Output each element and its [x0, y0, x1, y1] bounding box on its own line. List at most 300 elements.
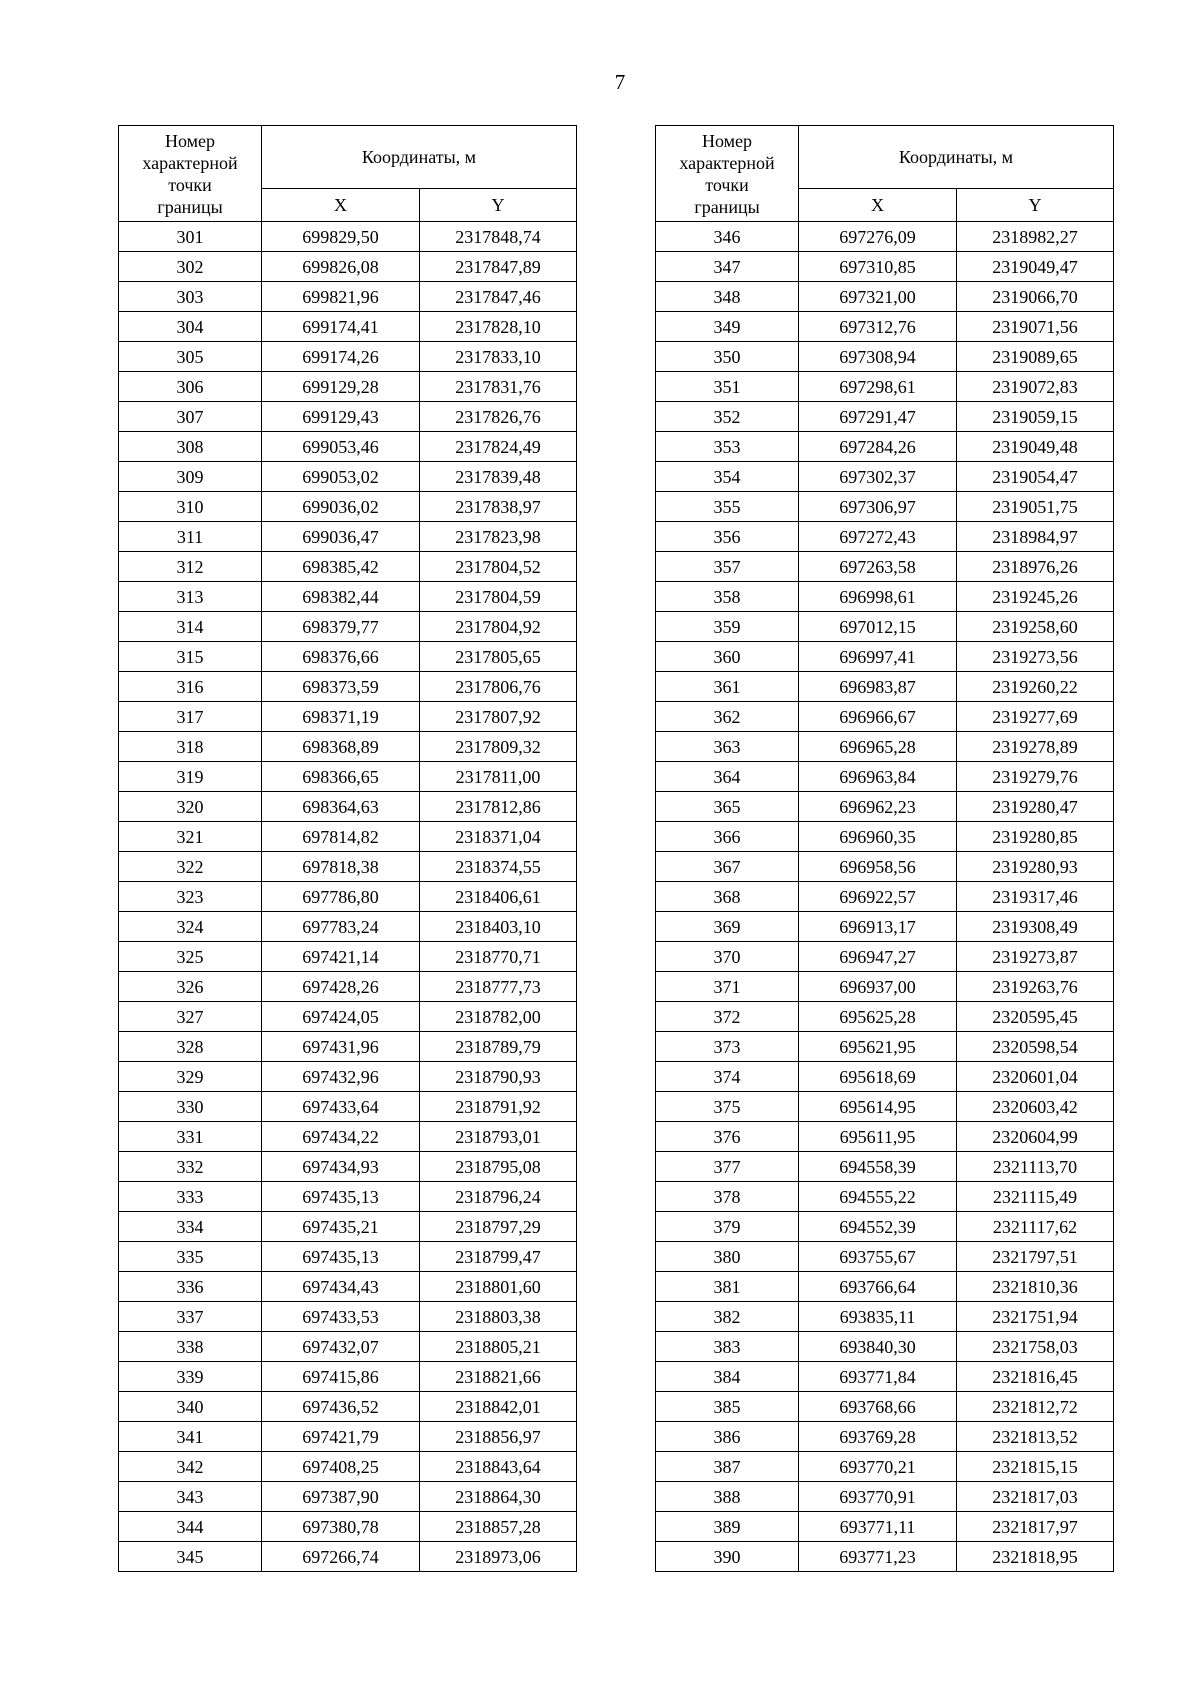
point-number-cell: 359: [656, 612, 799, 642]
y-coordinate-cell: 2319260,22: [957, 672, 1114, 702]
y-coordinate-cell: 2317847,46: [420, 282, 577, 312]
table-row: [656, 492, 1114, 522]
x-coordinate-cell: 695611,95: [799, 1122, 957, 1152]
table-row: [656, 1152, 1114, 1182]
x-coordinate-cell: 697306,97: [799, 492, 957, 522]
x-coordinate-cell: 696998,61: [799, 582, 957, 612]
x-coordinate-cell: 693769,28: [799, 1422, 957, 1452]
x-coordinate-cell: 693840,30: [799, 1332, 957, 1362]
table-row: [656, 1452, 1114, 1482]
coordinates-header: Координаты, м: [799, 126, 1114, 189]
x-coordinate-cell: 699829,50: [262, 222, 420, 252]
point-number-cell: 387: [656, 1452, 799, 1482]
table-row: [656, 882, 1114, 912]
table-row: [119, 462, 577, 492]
point-number-header-line: точки: [168, 174, 212, 195]
y-coordinate-cell: 2321751,94: [957, 1302, 1114, 1332]
point-number-cell: 319: [119, 762, 262, 792]
point-number-cell: 312: [119, 552, 262, 582]
y-coordinate-cell: 2318777,73: [420, 972, 577, 1002]
x-column-header: X: [799, 189, 957, 222]
point-number-cell: 334: [119, 1212, 262, 1242]
y-coordinate-cell: 2318843,64: [420, 1452, 577, 1482]
y-coordinate-cell: 2319279,76: [957, 762, 1114, 792]
table-row: [119, 342, 577, 372]
point-number-cell: 347: [656, 252, 799, 282]
point-number-cell: 341: [119, 1422, 262, 1452]
table-row: [119, 792, 577, 822]
point-number-header-line: характерной: [142, 152, 238, 173]
table-row: [656, 1512, 1114, 1542]
y-coordinate-cell: 2318371,04: [420, 822, 577, 852]
table-row: [656, 942, 1114, 972]
table-row: [656, 1122, 1114, 1152]
x-coordinate-cell: 697310,85: [799, 252, 957, 282]
table-row: [119, 1512, 577, 1542]
table-row: [656, 792, 1114, 822]
table-row: [656, 1542, 1114, 1572]
table-row: [119, 1272, 577, 1302]
table-row: [656, 1272, 1114, 1302]
point-number-cell: 324: [119, 912, 262, 942]
x-coordinate-cell: 697380,78: [262, 1512, 420, 1542]
x-coordinate-cell: 699826,08: [262, 252, 420, 282]
y-coordinate-cell: 2320595,45: [957, 1002, 1114, 1032]
y-coordinate-cell: 2318973,06: [420, 1542, 577, 1572]
table-row: [119, 1452, 577, 1482]
table-row: [656, 252, 1114, 282]
table-row: [656, 1032, 1114, 1062]
x-coordinate-cell: 694558,39: [799, 1152, 957, 1182]
table-row: [656, 432, 1114, 462]
y-coordinate-cell: 2317812,86: [420, 792, 577, 822]
table-row: [119, 912, 577, 942]
x-coordinate-cell: 698385,42: [262, 552, 420, 582]
y-coordinate-cell: 2320598,54: [957, 1032, 1114, 1062]
y-coordinate-cell: 2321117,62: [957, 1212, 1114, 1242]
table-row: [656, 1062, 1114, 1092]
coordinates-table-right: [655, 125, 1114, 1572]
y-coordinate-cell: 2317806,76: [420, 672, 577, 702]
point-number-cell: 329: [119, 1062, 262, 1092]
x-coordinate-cell: 697415,86: [262, 1362, 420, 1392]
table-row: [656, 852, 1114, 882]
table-row: [656, 1302, 1114, 1332]
x-coordinate-cell: 698368,89: [262, 732, 420, 762]
y-coordinate-cell: 2318984,97: [957, 522, 1114, 552]
x-coordinate-cell: 698371,19: [262, 702, 420, 732]
point-number-cell: 354: [656, 462, 799, 492]
x-coordinate-cell: 697312,76: [799, 312, 957, 342]
point-number-cell: 383: [656, 1332, 799, 1362]
point-number-cell: 384: [656, 1362, 799, 1392]
point-number-cell: 328: [119, 1032, 262, 1062]
x-coordinate-cell: 697783,24: [262, 912, 420, 942]
x-coordinate-cell: 699174,41: [262, 312, 420, 342]
table-row: [119, 1362, 577, 1392]
y-coordinate-cell: 2319049,48: [957, 432, 1114, 462]
point-number-cell: 373: [656, 1032, 799, 1062]
point-number-cell: 357: [656, 552, 799, 582]
table-row: [656, 1362, 1114, 1392]
x-coordinate-cell: 699036,47: [262, 522, 420, 552]
table-row: [656, 612, 1114, 642]
y-coordinate-cell: 2317847,89: [420, 252, 577, 282]
table-row: [656, 222, 1114, 252]
x-coordinate-cell: 697012,15: [799, 612, 957, 642]
x-coordinate-cell: 697435,13: [262, 1182, 420, 1212]
table-row: [119, 1122, 577, 1152]
table-row: [656, 312, 1114, 342]
x-coordinate-cell: 697276,09: [799, 222, 957, 252]
y-coordinate-cell: 2321816,45: [957, 1362, 1114, 1392]
table-row: [656, 912, 1114, 942]
point-number-cell: 307: [119, 402, 262, 432]
y-coordinate-cell: 2318374,55: [420, 852, 577, 882]
table-row: [119, 492, 577, 522]
y-coordinate-cell: 2319258,60: [957, 612, 1114, 642]
y-coordinate-cell: 2319280,47: [957, 792, 1114, 822]
table-row: [656, 1392, 1114, 1422]
point-number-cell: 311: [119, 522, 262, 552]
table-row: [119, 312, 577, 342]
x-coordinate-cell: 697321,00: [799, 282, 957, 312]
point-number-cell: 350: [656, 342, 799, 372]
point-number-cell: 379: [656, 1212, 799, 1242]
table-row: [119, 1002, 577, 1032]
x-coordinate-cell: 699053,46: [262, 432, 420, 462]
y-coordinate-cell: 2319049,47: [957, 252, 1114, 282]
x-coordinate-cell: 697302,37: [799, 462, 957, 492]
point-number-cell: 361: [656, 672, 799, 702]
point-number-cell: 321: [119, 822, 262, 852]
point-number-cell: 389: [656, 1512, 799, 1542]
y-coordinate-cell: 2317824,49: [420, 432, 577, 462]
point-number-cell: 333: [119, 1182, 262, 1212]
x-coordinate-cell: 696965,28: [799, 732, 957, 762]
x-coordinate-cell: 696962,23: [799, 792, 957, 822]
x-coordinate-cell: 693835,11: [799, 1302, 957, 1332]
point-number-cell: 320: [119, 792, 262, 822]
y-coordinate-cell: 2317804,92: [420, 612, 577, 642]
y-coordinate-cell: 2319071,56: [957, 312, 1114, 342]
point-number-cell: 364: [656, 762, 799, 792]
point-number-cell: 369: [656, 912, 799, 942]
x-coordinate-cell: 697786,80: [262, 882, 420, 912]
table-row: [656, 702, 1114, 732]
y-coordinate-cell: 2317804,59: [420, 582, 577, 612]
table-row: [656, 1002, 1114, 1032]
x-coordinate-cell: 696963,84: [799, 762, 957, 792]
table-row: [119, 522, 577, 552]
y-coordinate-cell: 2317828,10: [420, 312, 577, 342]
point-number-cell: 362: [656, 702, 799, 732]
x-coordinate-cell: 697436,52: [262, 1392, 420, 1422]
point-number-cell: 388: [656, 1482, 799, 1512]
point-number-cell: 366: [656, 822, 799, 852]
table-row: [119, 1542, 577, 1572]
point-number-cell: 326: [119, 972, 262, 1002]
x-coordinate-cell: 697435,21: [262, 1212, 420, 1242]
point-number-cell: 377: [656, 1152, 799, 1182]
y-coordinate-cell: 2319245,26: [957, 582, 1114, 612]
x-coordinate-cell: 697408,25: [262, 1452, 420, 1482]
table-row: [656, 462, 1114, 492]
x-coordinate-cell: 699821,96: [262, 282, 420, 312]
x-coordinate-cell: 698364,63: [262, 792, 420, 822]
point-number-header-line: Номер: [164, 130, 216, 151]
point-number-cell: 371: [656, 972, 799, 1002]
y-coordinate-cell: 2319280,93: [957, 852, 1114, 882]
y-coordinate-cell: 2321817,03: [957, 1482, 1114, 1512]
y-coordinate-cell: 2321815,15: [957, 1452, 1114, 1482]
y-coordinate-cell: 2317804,52: [420, 552, 577, 582]
table-row: [119, 1092, 577, 1122]
x-coordinate-cell: 695614,95: [799, 1092, 957, 1122]
point-number-header-line: характерной: [679, 152, 775, 173]
x-coordinate-cell: 697421,14: [262, 942, 420, 972]
table-row: [656, 1332, 1114, 1362]
y-column-header: Y: [420, 189, 577, 222]
table-row: [119, 372, 577, 402]
table-row: [656, 582, 1114, 612]
y-coordinate-cell: 2321818,95: [957, 1542, 1114, 1572]
table-row: [656, 642, 1114, 672]
y-coordinate-cell: 2317848,74: [420, 222, 577, 252]
x-coordinate-cell: 693771,23: [799, 1542, 957, 1572]
point-number-cell: 349: [656, 312, 799, 342]
y-coordinate-cell: 2318782,00: [420, 1002, 577, 1032]
x-coordinate-cell: 697434,93: [262, 1152, 420, 1182]
table-row: [119, 1482, 577, 1512]
point-number-header-line: границы: [157, 196, 223, 217]
point-number-cell: 308: [119, 432, 262, 462]
point-number-cell: 332: [119, 1152, 262, 1182]
y-coordinate-cell: 2321813,52: [957, 1422, 1114, 1452]
point-number-cell: 372: [656, 1002, 799, 1032]
table-row: [119, 1152, 577, 1182]
table-row: [119, 882, 577, 912]
point-number-cell: 304: [119, 312, 262, 342]
x-coordinate-cell: 697298,61: [799, 372, 957, 402]
point-number-cell: 330: [119, 1092, 262, 1122]
table-row: [119, 1182, 577, 1212]
point-number-header-line: Номер: [701, 130, 753, 151]
x-coordinate-cell: 699129,28: [262, 372, 420, 402]
x-coordinate-cell: 698366,65: [262, 762, 420, 792]
table-row: [656, 1422, 1114, 1452]
x-coordinate-cell: 694552,39: [799, 1212, 957, 1242]
y-coordinate-cell: 2317823,98: [420, 522, 577, 552]
point-number-header: [119, 126, 262, 222]
table-row: [656, 522, 1114, 552]
point-number-cell: 306: [119, 372, 262, 402]
table-row: [119, 612, 577, 642]
y-coordinate-cell: 2318403,10: [420, 912, 577, 942]
y-coordinate-cell: 2321758,03: [957, 1332, 1114, 1362]
x-coordinate-cell: 693771,11: [799, 1512, 957, 1542]
y-coordinate-cell: 2319308,49: [957, 912, 1114, 942]
x-coordinate-cell: 697428,26: [262, 972, 420, 1002]
y-coordinate-cell: 2318982,27: [957, 222, 1114, 252]
x-coordinate-cell: 696997,41: [799, 642, 957, 672]
point-number-cell: 302: [119, 252, 262, 282]
x-coordinate-cell: 698379,77: [262, 612, 420, 642]
x-coordinate-cell: 697818,38: [262, 852, 420, 882]
x-coordinate-cell: 696913,17: [799, 912, 957, 942]
y-coordinate-cell: 2319273,56: [957, 642, 1114, 672]
table-row: [656, 822, 1114, 852]
point-number-cell: 374: [656, 1062, 799, 1092]
y-coordinate-cell: 2318789,79: [420, 1032, 577, 1062]
point-number-cell: 346: [656, 222, 799, 252]
table-row: [119, 1302, 577, 1332]
table-row: [119, 702, 577, 732]
point-number-cell: 322: [119, 852, 262, 882]
table-row: [119, 1392, 577, 1422]
y-coordinate-cell: 2319072,83: [957, 372, 1114, 402]
point-number-cell: 313: [119, 582, 262, 612]
point-number-cell: 339: [119, 1362, 262, 1392]
point-number-cell: 327: [119, 1002, 262, 1032]
point-number-cell: 343: [119, 1482, 262, 1512]
x-coordinate-cell: 695618,69: [799, 1062, 957, 1092]
point-number-cell: 317: [119, 702, 262, 732]
point-number-cell: 335: [119, 1242, 262, 1272]
table-row: [119, 252, 577, 282]
x-coordinate-cell: 696937,00: [799, 972, 957, 1002]
y-coordinate-cell: 2320601,04: [957, 1062, 1114, 1092]
table-row: [119, 822, 577, 852]
table-row: [119, 1332, 577, 1362]
y-coordinate-cell: 2317811,00: [420, 762, 577, 792]
x-coordinate-cell: 697424,05: [262, 1002, 420, 1032]
y-coordinate-cell: 2317807,92: [420, 702, 577, 732]
table-row: [656, 1482, 1114, 1512]
y-coordinate-cell: 2318790,93: [420, 1062, 577, 1092]
x-coordinate-cell: 699129,43: [262, 402, 420, 432]
point-number-cell: 382: [656, 1302, 799, 1332]
x-coordinate-cell: 697263,58: [799, 552, 957, 582]
y-coordinate-cell: 2318803,38: [420, 1302, 577, 1332]
point-number-cell: 314: [119, 612, 262, 642]
y-coordinate-cell: 2319280,85: [957, 822, 1114, 852]
y-coordinate-cell: 2318797,29: [420, 1212, 577, 1242]
x-coordinate-cell: 697433,64: [262, 1092, 420, 1122]
x-coordinate-cell: 696947,27: [799, 942, 957, 972]
point-number-cell: 365: [656, 792, 799, 822]
point-number-cell: 301: [119, 222, 262, 252]
table-row: [656, 1212, 1114, 1242]
table-row: [119, 432, 577, 462]
y-column-header: Y: [957, 189, 1114, 222]
y-coordinate-cell: 2318793,01: [420, 1122, 577, 1152]
table-row: [119, 582, 577, 612]
y-coordinate-cell: 2318406,61: [420, 882, 577, 912]
x-coordinate-cell: 697814,82: [262, 822, 420, 852]
x-coordinate-cell: 697432,07: [262, 1332, 420, 1362]
table-row: [656, 672, 1114, 702]
y-coordinate-cell: 2318857,28: [420, 1512, 577, 1542]
table-row: [656, 1242, 1114, 1272]
y-coordinate-cell: 2318805,21: [420, 1332, 577, 1362]
x-coordinate-cell: 697432,96: [262, 1062, 420, 1092]
x-coordinate-cell: 697434,43: [262, 1272, 420, 1302]
table-row: [656, 402, 1114, 432]
y-coordinate-cell: 2319278,89: [957, 732, 1114, 762]
point-number-cell: 353: [656, 432, 799, 462]
point-number-cell: 386: [656, 1422, 799, 1452]
point-number-cell: 363: [656, 732, 799, 762]
y-coordinate-cell: 2319263,76: [957, 972, 1114, 1002]
y-coordinate-cell: 2318770,71: [420, 942, 577, 972]
y-coordinate-cell: 2318801,60: [420, 1272, 577, 1302]
point-number-cell: 331: [119, 1122, 262, 1152]
x-coordinate-cell: 697284,26: [799, 432, 957, 462]
point-number-cell: 355: [656, 492, 799, 522]
x-coordinate-cell: 697291,47: [799, 402, 957, 432]
table-row: [656, 552, 1114, 582]
table-row: [119, 1242, 577, 1272]
y-coordinate-cell: 2318795,08: [420, 1152, 577, 1182]
point-number-cell: 375: [656, 1092, 799, 1122]
point-number-cell: 380: [656, 1242, 799, 1272]
point-number-cell: 376: [656, 1122, 799, 1152]
table-row: [656, 1182, 1114, 1212]
point-number-cell: 358: [656, 582, 799, 612]
x-coordinate-cell: 699053,02: [262, 462, 420, 492]
x-coordinate-cell: 697431,96: [262, 1032, 420, 1062]
x-coordinate-cell: 693770,21: [799, 1452, 957, 1482]
y-coordinate-cell: 2319059,15: [957, 402, 1114, 432]
point-number-cell: 342: [119, 1452, 262, 1482]
point-number-header: [656, 126, 799, 222]
point-number-cell: 390: [656, 1542, 799, 1572]
y-coordinate-cell: 2317833,10: [420, 342, 577, 372]
table-row: [119, 1062, 577, 1092]
table-row: [656, 762, 1114, 792]
table-row: [119, 642, 577, 672]
y-coordinate-cell: 2320604,99: [957, 1122, 1114, 1152]
x-coordinate-cell: 697435,13: [262, 1242, 420, 1272]
x-coordinate-cell: 697387,90: [262, 1482, 420, 1512]
x-coordinate-cell: 697272,43: [799, 522, 957, 552]
table-row: [119, 852, 577, 882]
point-number-cell: 316: [119, 672, 262, 702]
y-coordinate-cell: 2319066,70: [957, 282, 1114, 312]
x-coordinate-cell: 696966,67: [799, 702, 957, 732]
x-coordinate-cell: 693768,66: [799, 1392, 957, 1422]
point-number-cell: 344: [119, 1512, 262, 1542]
x-coordinate-cell: 697266,74: [262, 1542, 420, 1572]
y-coordinate-cell: 2317826,76: [420, 402, 577, 432]
table-row: [656, 282, 1114, 312]
coordinates-table-left: [118, 125, 577, 1572]
y-coordinate-cell: 2317839,48: [420, 462, 577, 492]
table-row: [119, 972, 577, 1002]
table-row: [119, 222, 577, 252]
point-number-cell: 381: [656, 1272, 799, 1302]
point-number-cell: 315: [119, 642, 262, 672]
page-number: 7: [614, 70, 626, 94]
point-number-cell: 370: [656, 942, 799, 972]
table-row: [119, 1212, 577, 1242]
x-coordinate-cell: 697433,53: [262, 1302, 420, 1332]
x-coordinate-cell: 696958,56: [799, 852, 957, 882]
point-number-cell: 340: [119, 1392, 262, 1422]
point-number-header-line: границы: [694, 196, 760, 217]
y-coordinate-cell: 2321113,70: [957, 1152, 1114, 1182]
